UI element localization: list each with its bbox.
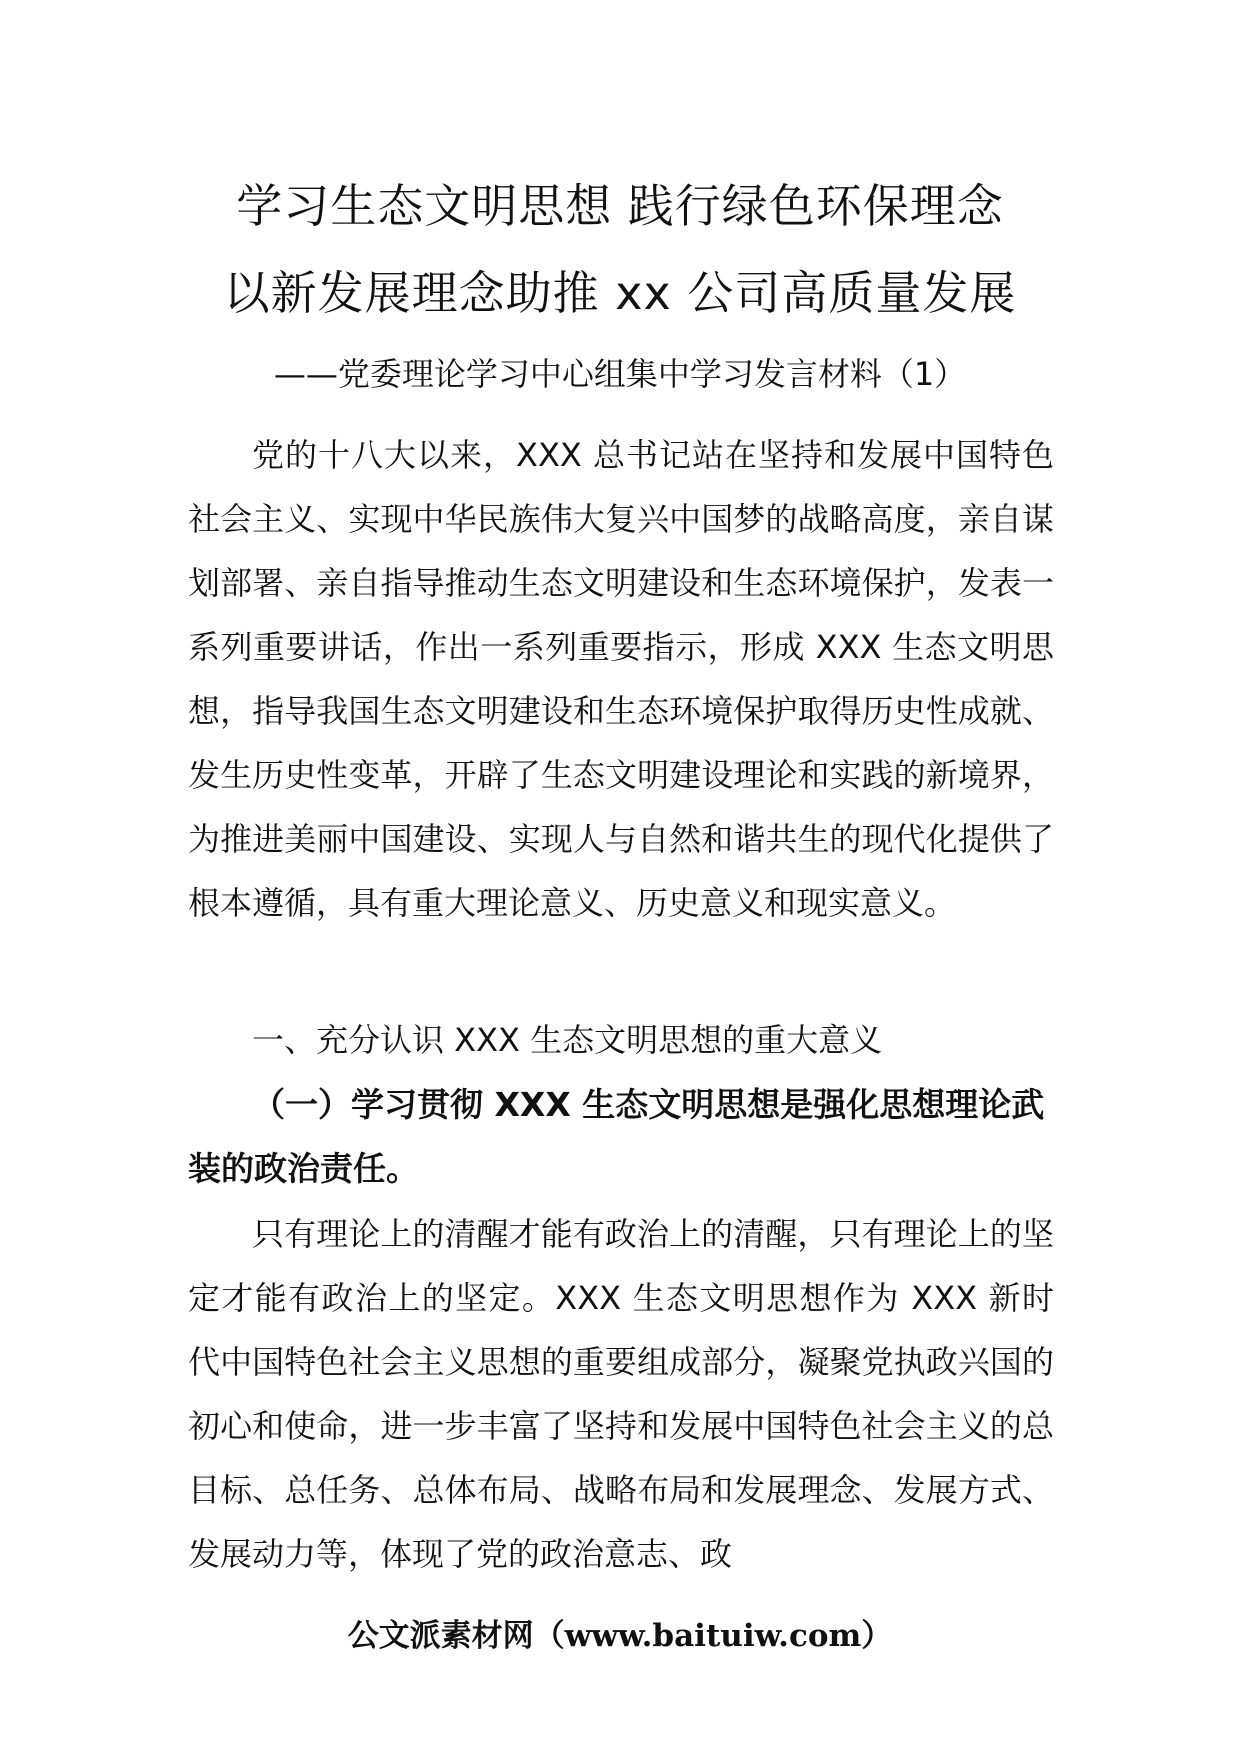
section-heading-1: 一、充分认识 XXX 生态文明思想的重大意义 — [252, 1021, 883, 1059]
document-title-line-2: 以新发展理念助推 xx 公司高质量发展 — [223, 266, 1017, 320]
footer-watermark-text: 公文派素材网（www.baituiw.com） — [347, 1618, 893, 1654]
body-paragraph-1: 党的十八大以来，XXX 总书记站在坚持和发展中国特色社会主义、实现中华民族伟大复兴中国梦的战略高度，亲自谋划部署、亲自指导推动生态文明建设和生态环境保护，发表一系列重要讲话，作出一系列重要指示，形成 XXX 生态文明思想，指导我国生态文明建设和生态环境保护取得历史性成就、发生历史性变革，开辟了生态文明建设理论和实践的新境界，为推进美丽中国建设、实现人与自然和谐共生的现代化提供了根本遵循，具有重大理论意义、历史意义和现实意义。 — [188, 436, 1054, 922]
body-paragraph-2: 只有理论上的清醒才能有政治上的清醒，只有理论上的坚定才能有政治上的坚定。XXX 生态文明思想作为 XXX 新时代中国特色社会主义思想的重要组成部分，凝聚党执政兴国的初心和使命，进一步丰富了坚持和发展中国特色社会主义的总目标、总任务、总体布局、战略布局和发展理念、发展方式、发展动力等，体现了党的政治意志、政 — [188, 1215, 1054, 1573]
document-title-line-1: 学习生态文明思想 践行绿色环保理念 — [236, 179, 1004, 233]
document-subtitle: ——党委理论学习中心组集中学习发言材料（1） — [273, 355, 967, 393]
subsection-heading-1: （一）学习贯彻 XXX 生态文明思想是强化思想理论武装的政治责任。 — [188, 1085, 1045, 1188]
